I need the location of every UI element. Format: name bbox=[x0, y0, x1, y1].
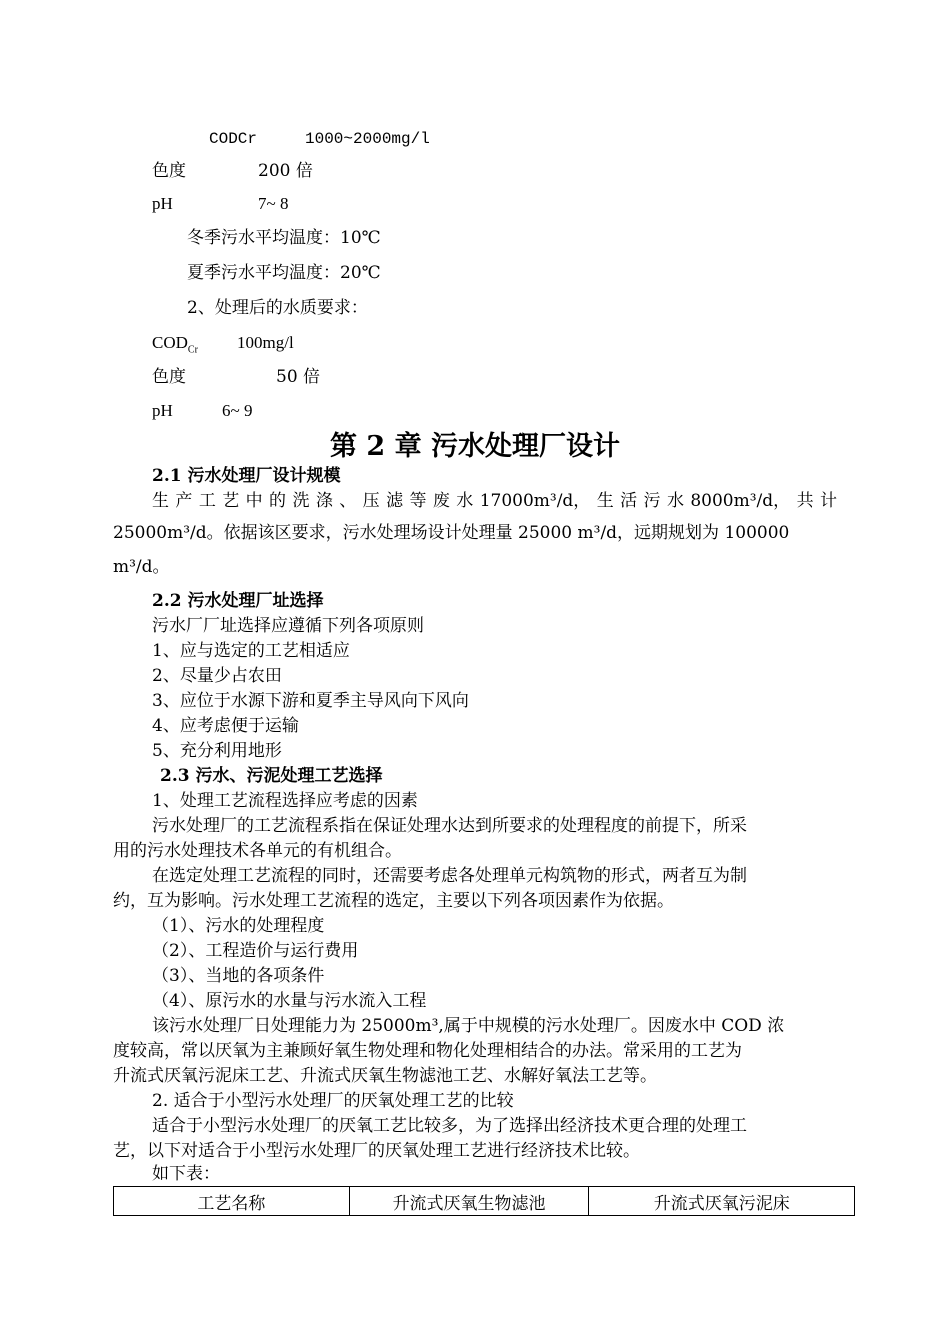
s23-p2a: 在选定处理工艺流程的同时，还需要考虑各处理单元构筑物的形式，两者互为制 bbox=[152, 866, 747, 886]
table-header-row bbox=[114, 1187, 855, 1216]
s23-sub2: 2. 适合于小型污水处理厂的厌氧处理工艺的比较 bbox=[152, 1091, 514, 1111]
s23-p3b: 度较高，常以厌氧为主兼顾好氧生物处理和物化处理相结合的办法。常采用的工艺为 bbox=[113, 1041, 742, 1061]
winter-temp: 冬季污水平均温度：10℃ bbox=[187, 228, 381, 248]
section-2-3-title: 2.3 污水、污泥处理工艺选择 bbox=[160, 766, 383, 786]
s21-line2: 25000m³/d。依据该区要求，污水处理场设计处理量 25000 m³/d，远期规划为 100000 bbox=[113, 523, 790, 543]
raw-cod-label: CODCr bbox=[209, 130, 258, 148]
factor-item: （4）、原污水的水量与污水流入工程 bbox=[152, 991, 427, 1011]
s21-line3: m³/d。 bbox=[113, 557, 170, 577]
treated-heading: 2、处理后的水质要求： bbox=[187, 298, 368, 318]
s22-item: 1、应与选定的工艺相适应 bbox=[152, 641, 350, 661]
s22-item: 5、充分利用地形 bbox=[152, 741, 282, 761]
table-intro: 如下表： bbox=[152, 1164, 220, 1184]
raw-color-value: 200 倍 bbox=[258, 161, 313, 181]
table-header-cell: 升流式厌氧生物滤池 bbox=[349, 1187, 589, 1216]
s23-p1a: 污水处理厂的工艺流程系指在保证处理水达到所要求的处理程度的前提下，所采 bbox=[152, 816, 747, 836]
treated-cod-value: 100mg/l bbox=[237, 333, 294, 352]
chapter-title: 第 2 章 污水处理厂设计 bbox=[330, 431, 620, 462]
s23-p3a: 该污水处理厂日处理能力为 25000m³,属于中规模的污水处理厂。因废水中 COD 浓 bbox=[152, 1016, 785, 1036]
table-header-cell: 工艺名称 bbox=[114, 1187, 350, 1216]
s22-item: 3、应位于水源下游和夏季主导风向下风向 bbox=[152, 691, 469, 711]
table-header-cell: 升流式厌氧污泥床 bbox=[589, 1187, 855, 1216]
section-2-1-title: 2.1 污水处理厂设计规模 bbox=[152, 466, 341, 486]
s21-line1: 生 产 工 艺 中 的 洗 涤 、 压 滤 等 废 水 17000m³/d， 生 活 污 水 8000m³/d， 共 计 bbox=[152, 491, 837, 511]
factor-item: （2）、工程造价与运行费用 bbox=[152, 941, 359, 961]
s22-intro: 污水厂厂址选择应遵循下列各项原则 bbox=[152, 616, 424, 636]
s23-sub1: 1、处理工艺流程选择应考虑的因素 bbox=[152, 791, 418, 811]
s23-p2b: 约，互为影响。污水处理工艺流程的选定，主要以下列各项因素作为依据。 bbox=[113, 891, 674, 911]
s23-p1b: 用的污水处理技术各单元的有机组合。 bbox=[113, 841, 402, 861]
factor-item: （1）、污水的处理程度 bbox=[152, 916, 325, 936]
treated-color-value: 50 倍 bbox=[276, 367, 321, 387]
raw-ph-value: 7~ 8 bbox=[258, 194, 289, 213]
raw-ph-label: pH bbox=[152, 194, 173, 213]
comparison-table bbox=[113, 1186, 855, 1216]
s23-p3c: 升流式厌氧污泥床工艺、升流式厌氧生物滤池工艺、水解好氧法工艺等。 bbox=[113, 1066, 657, 1086]
summer-temp: 夏季污水平均温度：20℃ bbox=[187, 263, 381, 283]
factor-item: （3）、当地的各项条件 bbox=[152, 966, 325, 986]
raw-cod-value: 1000~2000mg/l bbox=[305, 130, 430, 148]
treated-ph-label: pH bbox=[152, 401, 173, 420]
treated-cod-label: $COD_{Cr}$ bbox=[152, 333, 198, 356]
s23-p4a: 适合于小型污水处理厂的厌氧工艺比较多，为了选择出经济技术更合理的处理工 bbox=[152, 1116, 747, 1136]
s22-item: 2、尽量少占农田 bbox=[152, 666, 282, 686]
raw-color-label: 色度 bbox=[152, 161, 186, 181]
s23-p4b: 艺，以下对适合于小型污水处理厂的厌氧处理工艺进行经济技术比较。 bbox=[113, 1141, 640, 1161]
s22-item: 4、应考虑便于运输 bbox=[152, 716, 299, 736]
section-2-2-title: 2.2 污水处理厂址选择 bbox=[152, 591, 324, 611]
treated-ph-value: 6~ 9 bbox=[222, 401, 253, 420]
treated-color-label: 色度 bbox=[152, 367, 186, 387]
